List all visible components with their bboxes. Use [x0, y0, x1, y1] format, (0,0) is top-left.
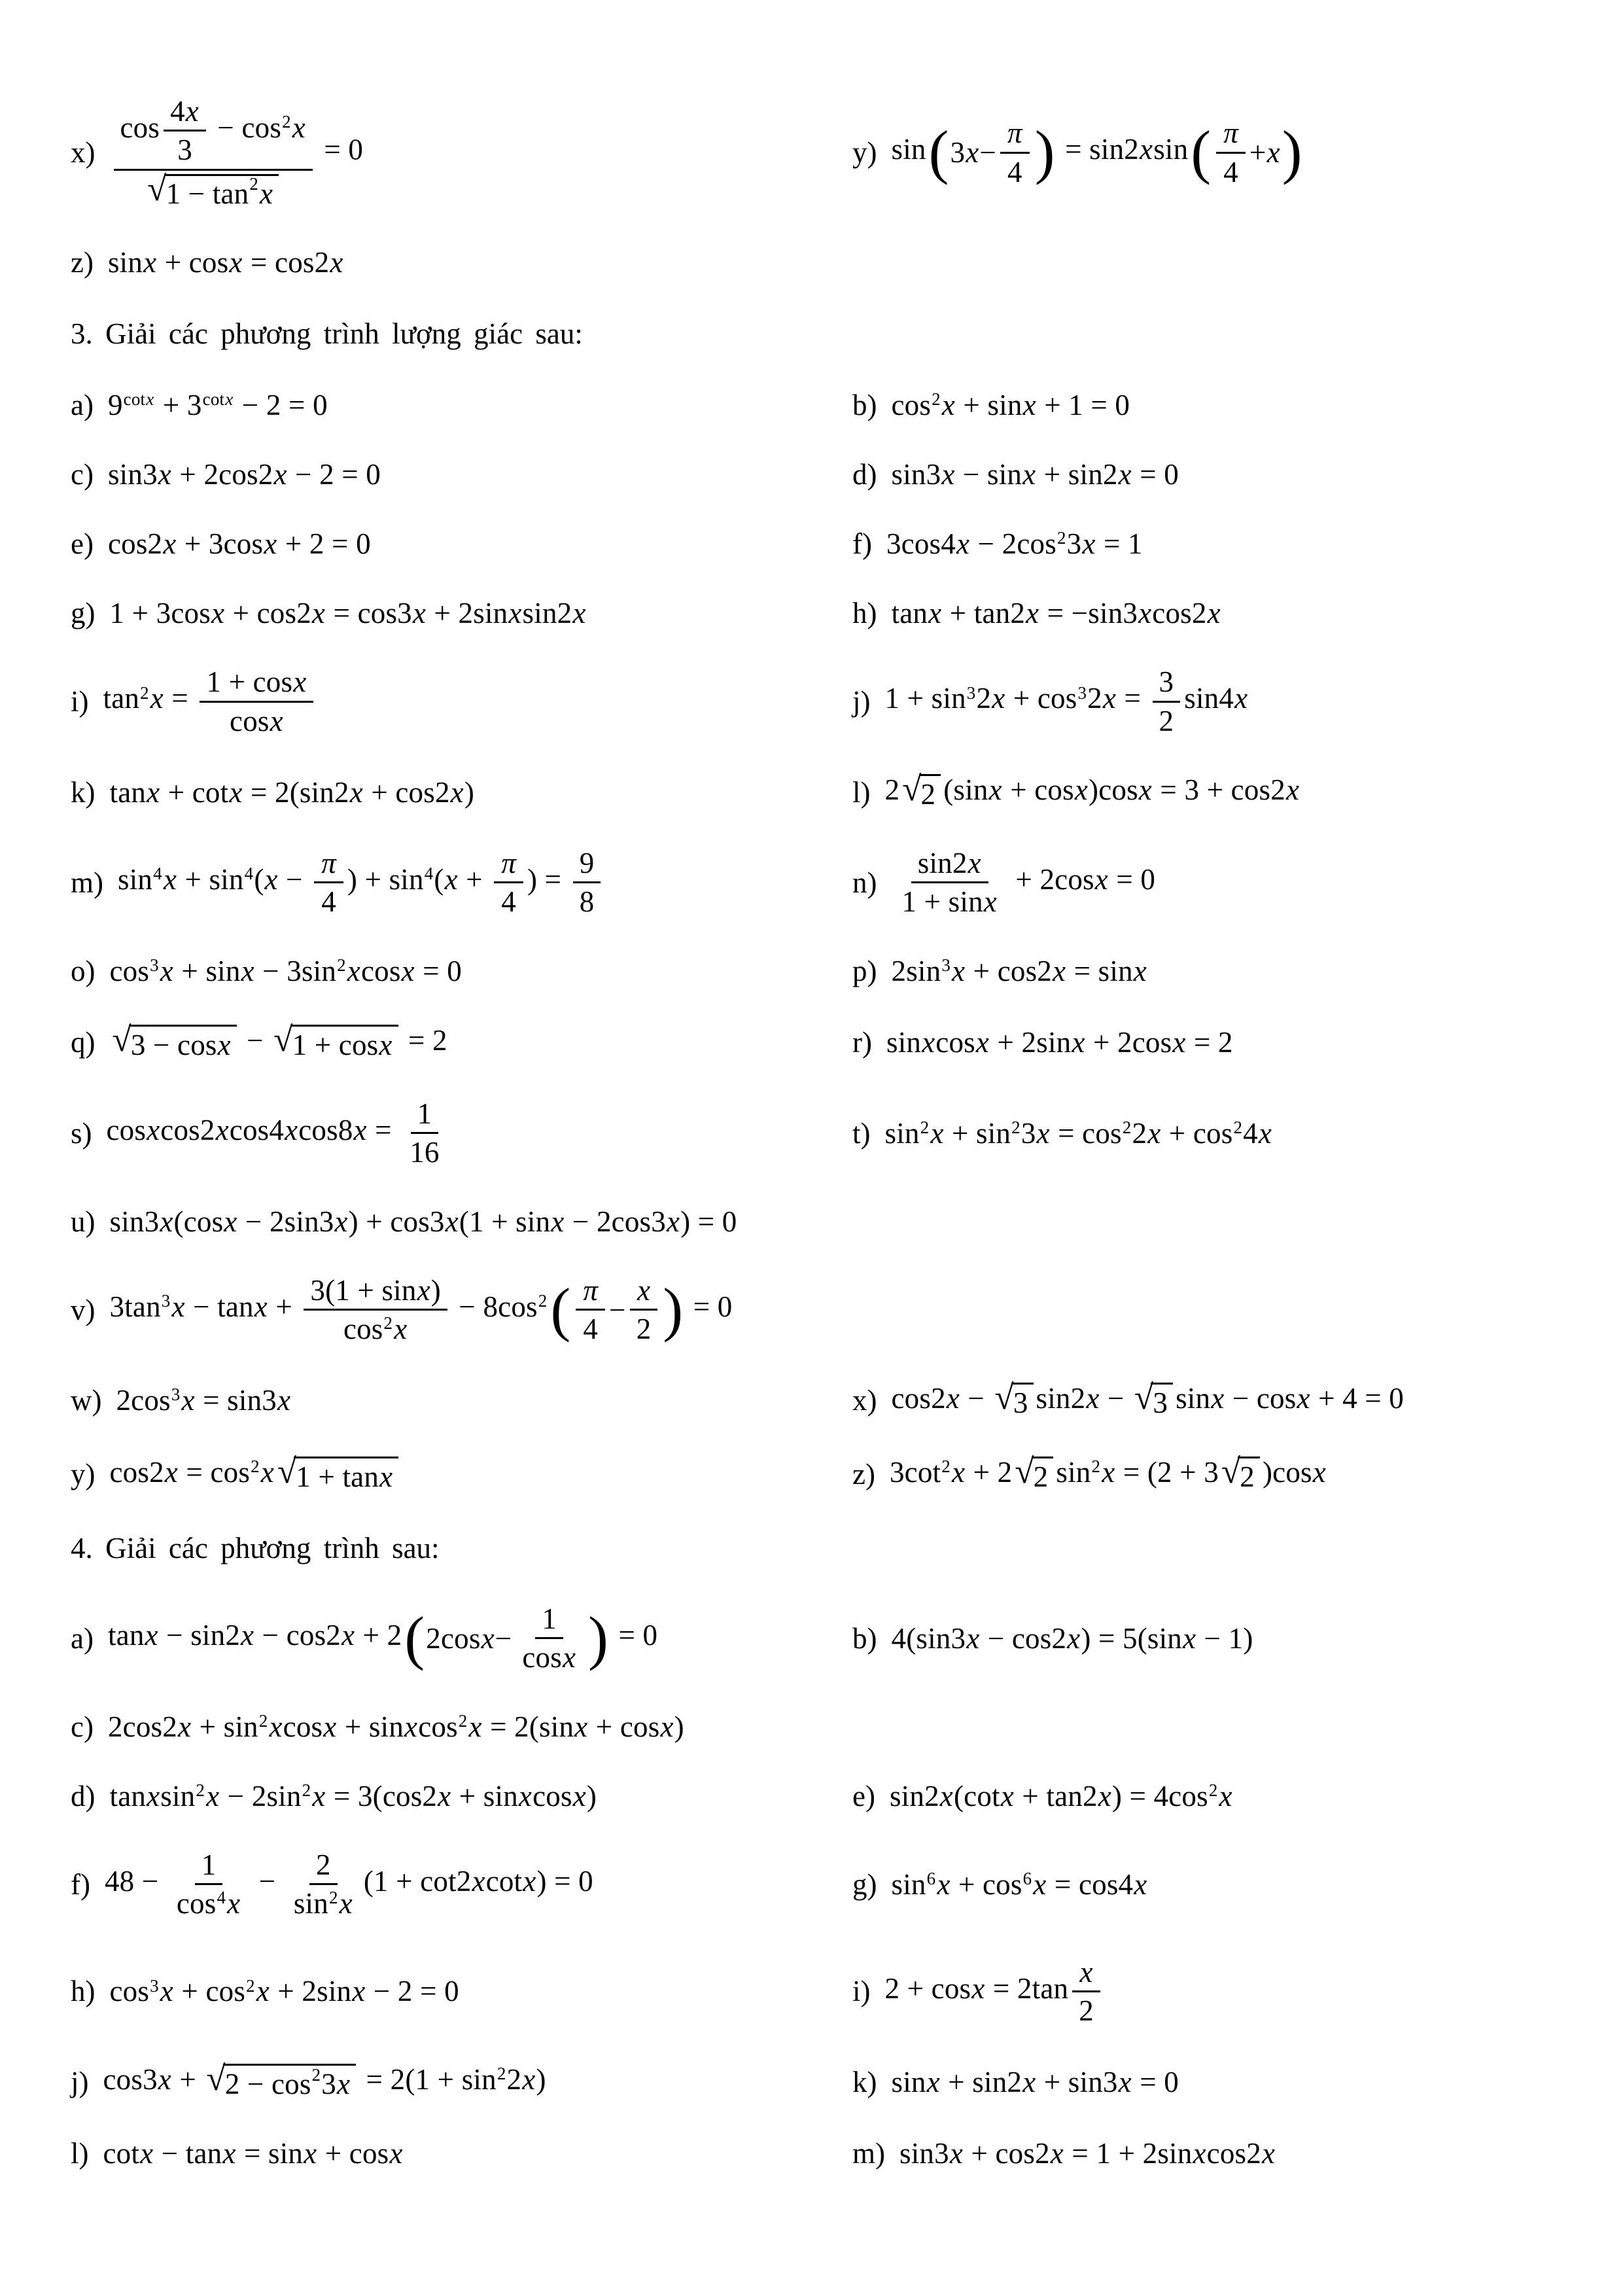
problem-item	[71, 1097, 839, 1169]
problem-item	[852, 665, 1544, 737]
problem-label: c)	[71, 458, 94, 491]
problem-formula: $\cos^3x + \sin x - 3\sin^2xcosx = 0$	[109, 954, 462, 987]
problem-row	[71, 440, 1544, 509]
radical-icon: √	[112, 1021, 131, 1059]
problem-item	[852, 596, 1544, 630]
paren-group: ( 2cos x − $\frac{1}{\cos x}$ )	[404, 1602, 609, 1674]
paren-group: ( $\frac{\pi}{4}$ − $\frac{x}{2}$ )	[550, 1273, 684, 1346]
square-root: √ 1 + cos x	[273, 1025, 398, 1062]
problem-label: d)	[852, 458, 877, 491]
fraction: $\frac{1}{16}$	[410, 1097, 440, 1169]
problem-row	[71, 2045, 1544, 2119]
problem-label: k)	[71, 775, 96, 809]
problem-item	[71, 1452, 839, 1494]
problem-label: e)	[71, 527, 94, 561]
square-root: √ 2 − cos $^2$ 3 x	[206, 2064, 356, 2101]
square-root: √ 1 − tan $^2$ x	[147, 174, 279, 210]
problem-formula: sin3x + cos2x = 1 + 2sinxcos2x	[899, 2137, 1276, 2170]
problem-formula: $3\cot^2x + 2$ √ 2 $\sin^2x = (2 + 3$ √ 2 )cosx	[889, 1452, 1326, 1493]
problem-row	[71, 755, 1544, 829]
radical-icon: √	[1134, 1378, 1154, 1417]
problem-item	[71, 1974, 839, 2008]
problem-list	[71, 77, 1544, 2188]
problem-formula: sinxcosx + 2sinx + 2cosx = 2	[886, 1026, 1233, 1059]
problem-row	[71, 1692, 1544, 1761]
problem-formula: tanx + cotx = 2(sin2x + cos2x)	[109, 775, 475, 809]
radical-icon: √	[902, 770, 922, 809]
problem-item	[71, 2062, 839, 2101]
problem-item	[852, 116, 1544, 188]
problem-formula: cosxcos2xcos4xcos8x = $\frac{1}{16}$	[107, 1097, 450, 1169]
problem-formula: $\sin 2x(\cot x + \tan 2x) = 4\cos^2x$	[889, 1779, 1232, 1812]
problem-item	[71, 775, 839, 809]
problem-row	[71, 829, 1544, 936]
problem-label: d)	[71, 1779, 96, 1812]
problem-item	[71, 527, 839, 561]
fraction: $\frac{1}{\cos^4x}$	[176, 1848, 241, 1920]
problem-item	[71, 1848, 839, 1920]
problem-label: g)	[852, 1867, 877, 1901]
problem-item	[852, 1452, 1544, 1494]
square-root: √ 3	[994, 1383, 1033, 1420]
problem-formula: $\sin^2x + \sin^23x = \cos^22x + \cos^24x$	[884, 1116, 1272, 1150]
problem-label: l)	[852, 775, 871, 809]
problem-item	[71, 1710, 1544, 1744]
problem-label: z)	[71, 246, 94, 279]
problem-item	[71, 2136, 839, 2170]
fraction: $\frac{\sin 2x}{1 + \sin x}$	[901, 847, 997, 919]
problem-formula: $\cos^2x + \sin x + 1 = 0$	[891, 389, 1130, 422]
problem-formula: $3\tan^3x - \tan x$ + $\frac{3(1 + \sin x)}{\cos^2x}$ − $8\cos^2$ ( $\frac{\pi}{4}$ − $\frac{x}{2}$ ) = 0	[109, 1273, 733, 1346]
radical-icon: √	[994, 1378, 1014, 1417]
section-heading: 3. Giải các phương trình lượng giác sau:	[71, 317, 583, 351]
problem-item	[71, 665, 839, 737]
problem-label: l)	[71, 2137, 89, 2170]
fraction: $\frac{\pi}{4}$	[314, 847, 343, 919]
problem-formula: sin ( 3 x − $\frac{\pi}{4}$ ) = sin2xsin ( $\frac{\pi}{4}$ + x )	[891, 116, 1302, 188]
problem-label: o)	[71, 954, 96, 987]
problem-item	[852, 457, 1544, 491]
square-root: √ 1 + tan x	[277, 1457, 398, 1494]
problem-label: g)	[71, 597, 96, 630]
problem-item	[71, 1023, 839, 1062]
problem-item	[852, 954, 1544, 988]
problem-item	[71, 388, 839, 422]
problem-formula: sin3x(cosx − 2sin3x) + cos3x(1 + sinx − 2cos3x) = 0	[109, 1205, 737, 1238]
problem-formula: cos3x + √ 2 − cos $^2$ 3 x = $2(1 + \sin^22x)$	[103, 2060, 546, 2101]
fraction: $\frac{\pi}{4}$	[494, 847, 523, 919]
problem-item	[71, 1383, 839, 1417]
fraction: $\frac{1}{\cos x}$	[522, 1602, 576, 1674]
problem-formula: $\tan^2x$ = $\frac{1 + \cos x}{\cos x}$	[103, 665, 318, 737]
problem-formula: tanxsin$^2$x − $2\sin^2x = 3(\cos 2x$ + sinxcosx)	[109, 1779, 597, 1812]
problem-item	[71, 954, 839, 988]
problem-row	[71, 1831, 1544, 1938]
problem-label: m)	[852, 2137, 885, 2170]
problem-label: f)	[71, 1867, 90, 1901]
problem-item	[71, 1602, 839, 1674]
problem-formula: 4(sin3x − cos2x) = 5(sinx − 1)	[891, 1621, 1253, 1655]
problem-formula: $2\cos 2x + \sin^2xcosx$ + sinxcos$^2$x = 2(sinx + cosx)	[107, 1710, 684, 1743]
problem-row	[71, 1585, 1544, 1692]
problem-formula: tanx − sin2x − cos2x + 2 ( 2cos x − $\frac{1}{\cos x}$ ) = 0	[107, 1602, 658, 1674]
fraction: $\frac{\pi}{4}$	[1000, 116, 1030, 188]
problem-row	[71, 77, 1544, 228]
problem-formula: √ 3 − cos x − √ 1 + cos x = 2	[112, 1021, 447, 1062]
problem-item	[852, 1025, 1544, 1059]
section-heading: 4. Giải các phương trình sau:	[71, 1531, 440, 1564]
problem-formula: sinx + cosx = cos2x	[107, 246, 343, 279]
problem-item	[852, 1621, 1544, 1655]
problem-item	[852, 770, 1544, 811]
problem-row	[71, 1761, 1544, 1831]
problem-row	[71, 228, 1544, 297]
problem-formula: cos2x + 3cosx + 2 = 0	[107, 527, 371, 561]
problem-formula: 1 + 3cosx + cos2x = cos3x + 2sinxsin2x	[109, 597, 586, 630]
problem-formula: cos $\frac{4x}{3}$ − $\cos^2x$ √ 1 − tan $^2$ x = 0	[110, 95, 364, 210]
fraction: cos $\frac{4x}{3}$ − $\cos^2x$ √ 1 − tan $^2$ x	[114, 95, 313, 210]
problem-formula: cos2x − √ 3 sin2x − √ 3 sinx − cosx + 4 = 0	[891, 1378, 1404, 1419]
fraction: $\frac{\pi}{4}$	[1216, 116, 1246, 188]
problem-item	[71, 1779, 839, 1813]
problem-row	[71, 1256, 1544, 1364]
radical-icon: √	[277, 1452, 297, 1491]
problem-formula: $2\sin^3x + \cos 2x = \sin x$	[891, 954, 1147, 987]
problem-item	[71, 457, 839, 491]
problem-row	[71, 1438, 1544, 1511]
square-root: √ 3 − cos x	[113, 1025, 237, 1062]
problem-label: z)	[852, 1458, 875, 1491]
problem-formula: $\sin^4x + \sin^4(x$ − $\frac{\pi}{4}$ ) + $\sin^4(x$ + $\frac{\pi}{4}$ ) = $\frac{9}{8}$	[118, 847, 604, 919]
fraction: $\frac{2}{\sin^2x}$	[293, 1848, 353, 1920]
problem-label: y)	[71, 1458, 96, 1491]
problem-label: w)	[71, 1384, 102, 1417]
problem-label: s)	[71, 1116, 92, 1150]
problem-formula: sin3x + 2cos2x − 2 = 0	[107, 458, 381, 491]
problem-formula: 2 + cosx = 2tan $\frac{x}{2}$	[885, 1956, 1104, 2028]
problem-row	[71, 2119, 1544, 2188]
problem-label: i)	[852, 1975, 871, 2008]
fraction: $\frac{x}{2}$	[630, 1274, 658, 1346]
problem-label: y)	[852, 136, 877, 169]
problem-row	[71, 1364, 1544, 1438]
problem-row	[71, 370, 1544, 440]
problem-item	[852, 2065, 1544, 2099]
problem-item	[852, 1867, 1544, 1901]
paren-group: ( 3 x − $\frac{\pi}{4}$ )	[928, 116, 1055, 188]
problem-label: h)	[852, 597, 877, 630]
problem-label: b)	[852, 389, 877, 422]
problem-label: k)	[852, 2065, 877, 2098]
problem-formula: 2 √ 2 (sinx + cosx)cosx = 3 + cos2x	[884, 770, 1300, 811]
problem-label: m)	[71, 866, 103, 899]
problem-label: e)	[852, 1779, 875, 1812]
problem-label: p)	[852, 954, 877, 987]
problem-formula: $9^{cotx} + 3^{cotx} - 2 = 0$	[107, 389, 328, 422]
problem-label: h)	[71, 1975, 96, 2008]
problem-label: n)	[852, 866, 877, 899]
problem-row	[71, 1187, 1544, 1256]
problem-label: t)	[852, 1116, 871, 1150]
fraction: $\frac{9}{8}$	[573, 847, 601, 919]
problem-label: a)	[71, 389, 94, 422]
problem-row	[71, 509, 1544, 578]
problem-formula: sinx + sin2x + sin3x = 0	[891, 2065, 1179, 2098]
problem-formula: sin3x − sinx + sin2x = 0	[891, 458, 1179, 491]
problem-item	[852, 1116, 1544, 1150]
problem-label: a)	[71, 1621, 94, 1655]
problem-item	[852, 847, 1544, 919]
square-root: √ 3	[1134, 1383, 1173, 1420]
problem-item	[852, 2136, 1544, 2170]
problem-row	[71, 1080, 1544, 1187]
square-root: √ 2	[1221, 1457, 1260, 1494]
square-root: √ 2	[902, 774, 941, 811]
square-root: √ 2	[1015, 1457, 1053, 1494]
fraction: $\frac{3}{2}$	[1153, 665, 1181, 737]
fraction: $\frac{x}{2}$	[1072, 1956, 1100, 2028]
problem-formula: 48 − $\frac{1}{\cos^4x}$ − $\frac{2}{\sin^2x}$ (1 + cot2xcotx) = 0	[104, 1848, 593, 1920]
problem-label: j)	[71, 2065, 89, 2098]
problem-label: x)	[71, 136, 96, 169]
problem-item	[852, 1378, 1544, 1420]
problem-item	[71, 245, 1544, 279]
problem-item	[71, 1274, 1544, 1346]
problem-label: q)	[71, 1026, 96, 1059]
problem-label: v)	[71, 1293, 96, 1326]
problem-label: u)	[71, 1205, 96, 1238]
problem-label: j)	[852, 685, 871, 718]
problem-item	[852, 388, 1544, 422]
problem-label: i)	[71, 685, 89, 718]
problem-formula: $\cos 2x = \cos^2x$ √ 1 + tan x	[110, 1455, 402, 1494]
radical-icon: √	[1015, 1452, 1034, 1491]
problem-item	[71, 596, 839, 630]
problem-item	[71, 95, 839, 210]
problem-item	[71, 847, 839, 919]
problem-item	[71, 1205, 1544, 1239]
fraction: $\frac{\pi}{4}$	[576, 1274, 605, 1346]
problem-row	[71, 1938, 1544, 2045]
problem-row	[71, 1006, 1544, 1080]
radical-icon: √	[147, 169, 167, 208]
problem-row	[71, 648, 1544, 755]
problem-formula: $\frac{\sin 2x}{1 + \sin x}$ + 2cosx = 0	[892, 847, 1156, 919]
problem-row	[71, 578, 1544, 648]
problem-label: c)	[71, 1710, 94, 1743]
problem-item	[852, 1779, 1544, 1813]
problem-formula: $\cos^3x + \cos^2x + 2\sin x - 2 = 0$	[109, 1975, 459, 2008]
radical-icon: √	[273, 1021, 293, 1059]
problem-label: f)	[852, 527, 872, 561]
problem-item	[852, 1956, 1544, 2028]
problem-label: x)	[852, 1384, 877, 1417]
problem-label: b)	[852, 1621, 877, 1655]
paren-group: ( $\frac{\pi}{4}$ + x )	[1191, 116, 1302, 188]
problem-item	[852, 527, 1544, 561]
problem-formula: $1 + \sin^32x + \cos^32x$ = $\frac{3}{2}$ sin4x	[884, 665, 1248, 737]
problem-formula: $3\cos 4x - 2\cos^23x = 1$	[886, 527, 1143, 561]
problem-row	[71, 936, 1544, 1006]
radical-icon: √	[1221, 1452, 1241, 1491]
problem-formula: tanx + tan2x = −sin3xcos2x	[891, 597, 1221, 630]
problem-formula: $\sin^6x + \cos^6x = \cos 4x$	[891, 1867, 1147, 1901]
fraction: $\frac{4x}{3}$	[164, 95, 206, 167]
problem-label: r)	[852, 1026, 872, 1059]
problem-formula: cotx − tanx = sinx + cosx	[103, 2137, 403, 2170]
radical-icon: √	[206, 2060, 226, 2098]
problem-formula: $2\cos^3x = \sin 3x$	[116, 1384, 291, 1417]
fraction: $\frac{1 + \cos x}{\cos x}$	[200, 665, 313, 737]
fraction: $\frac{3(1 + \sin x)}{\cos^2x}$	[304, 1274, 447, 1346]
